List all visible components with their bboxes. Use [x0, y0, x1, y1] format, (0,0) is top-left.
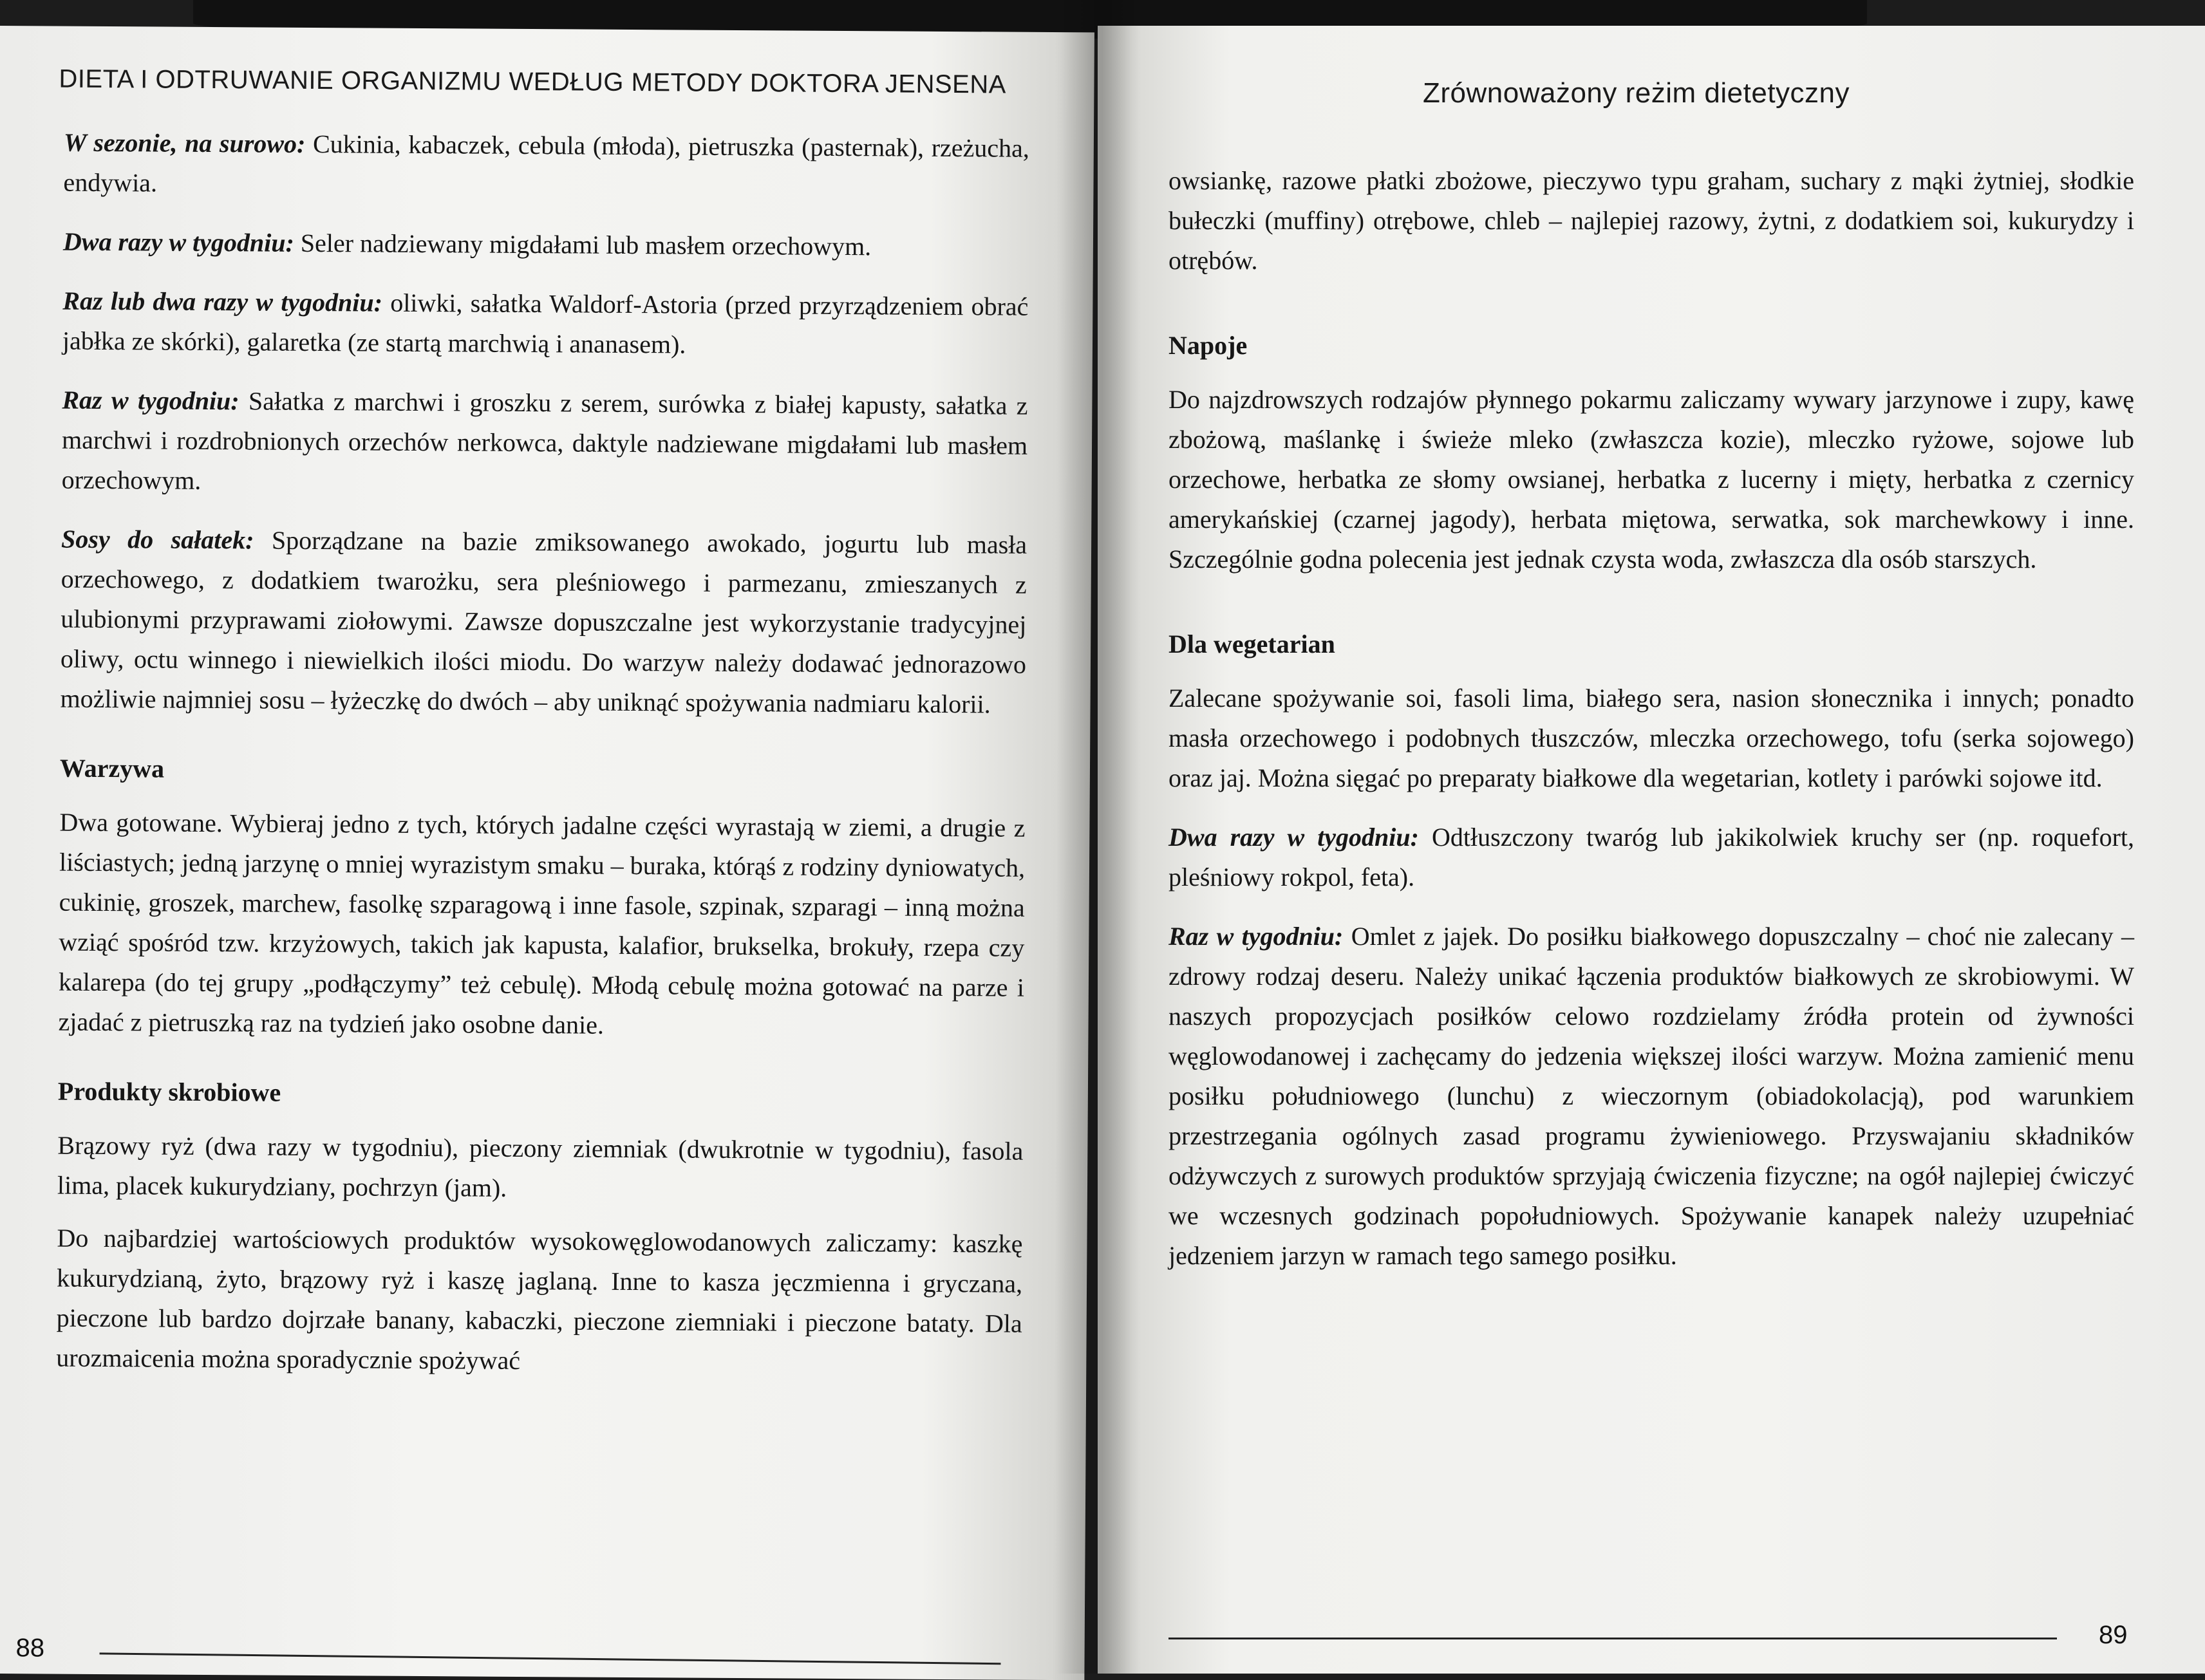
- paragraph-text: Omlet z jajek. Do posiłku białkowego dopuszczalny – choć nie zalecany – zdrowy rodzaj deseru. Należy unikać łączenia produktów białkowych ze skrobiowymi. W naszych propozycjach posiłków celowo rozdzielamy źródła protein od żywności węglowodanowej i zachęcamy do jedzenia większej ilości warzyw. Można zamienić menu posiłku południowego (lunchu) z wieczornym (obiadokolacją), pod warunkiem przestrzegania ogólnych zasad programu żywieniowego. Przyswajaniu składników odżywczych z surowych produktów sprzyjają ćwiczenia fizyczne; na ogół najlepiej ćwiczyć we wczesnych godzinach popołudniowych. Spożywanie kanapek należy uzupełniać jedzeniem jarzyn w ramach tego samego posiłku.: [1168, 922, 2134, 1270]
- section-text-napoje: Do najzdrowszych rodzajów płynnego pokarmu zaliczamy wywary jarzynowe i zupy, kawę zbożową, maślankę i świeże mleko (zwłaszcza kozie), mleczko ryżowe, sojowe lub orzechowe, herbatka ze słomy owsianej, herbatka z lucerny i mięty, herbatka z czernicy amerykańskiej (czarnej jagody), herbata miętowa, serwatka, sok marchewkowy i inne. Szczególnie godna polecenia jest jednak czysta woda, zwłaszcza dla osób starszych.: [1168, 385, 2134, 574]
- left-running-head: DIETA I ODTRUWANIE ORGANIZMU WEDŁUG METODY DOKTORA JENSENA: [59, 64, 1006, 99]
- paragraph-text: Sporządzane na bazie zmiksowanego awokado, jogurtu lub masła orzechowego, z dodatkiem twarożku, sera pleśniowego i parmezanu, zmieszanych z ulubionymi przyprawami ziołowymi. Zawsze dopuszczalne jest wykorzystanie tradycyjnej oliwy, octu winnego i niewielkich ilości miodu. Do warzyw należy dodawać jednorazowo możliwie najmniej sosu – łyżeczkę do dwóch – aby uniknąć spożywania nadmiaru kalorii.: [60, 525, 1027, 719]
- paragraph-text: oliwki, sałatka Waldorf-Astoria (przed przyrządzeniem obrać jabłka ze skórki), galaretka (ze startą marchwią i ananasem).: [62, 288, 1029, 359]
- paragraph-lead: Sosy do sałatek:: [61, 524, 254, 555]
- paragraph-lead: Dwa razy w tygodniu:: [62, 227, 295, 257]
- section-text-skrobiowe-1: Brązowy ryż (dwa razy w tygodniu), pieczony ziemniak (dwukrotnie w tygodniu), fasola lima, placek kukurydziany, pochrzyn (jam).: [57, 1130, 1024, 1202]
- right-running-head: Zrównoważony reżim dietetyczny: [1423, 77, 1850, 109]
- section-text-warzywa: Dwa gotowane. Wybieraj jedno z tych, których jadalne części wyrastają w ziemi, a drugie z liściastych; jedną jarzynę o mniej wyrazistym smaku – buraka, którąś z rodziny dyniowatych, cukinię, groszek, marchew, fasolkę szparagową i inne fasole, szpinak, szparagi – inną można wziąć spośród tzw. krzyżowych, takich jak kapusta, kalafior, brukselka, brokuły, rzepa czy kalarepa (do tej grupy „podłączymy” też cebulę). Młodą cebulę można gotować na parze i zjadać z pietruszką raz na tydzień jako osobne danie.: [58, 807, 1026, 1040]
- paragraph: [62, 380, 1028, 506]
- section-text-wegetarian: Zalecane spożywanie soi, fasoli lima, białego sera, nasion słonecznika i innych; ponadto masła orzechowego i podobnych tłuszczów, mleczka orzechowego, tofu (serka sojowego) oraz jaj. Można sięgać po preparaty białkowe dla wegetarian, kotlety i parówki sojowe itd.: [1168, 684, 2134, 792]
- paragraph-lead: Raz w tygodniu:: [1168, 922, 1344, 951]
- paragraph-text: Cukinia, kabaczek, cebula (młoda), pietruszka (pasternak), rzeżucha, endywia.: [63, 129, 1030, 198]
- section-text-skrobiowe-2: Do najbardziej wartościowych produktów wysokowęglowodanowych zaliczamy: kaszkę kukurydzianą, żyto, brązowy ryż i kaszę jaglaną. Inne to kasza jęczmienna i gryczana, pieczone lub bardzo dojrzałe banany, kabaczki, pieczone ziemniaki i pieczone bataty. Dla urozmaicenia można sporadycznie spożywać: [56, 1223, 1023, 1375]
- paragraph-text: Odtłuszczony twaróg lub jakikolwiek kruchy ser (np. roquefort, pleśniowy rokpol, feta).: [1168, 823, 2134, 891]
- paragraph: [62, 281, 1029, 367]
- paragraph: [60, 519, 1027, 725]
- footer-rule: [1168, 1638, 2057, 1639]
- paragraph-text: Sałatka z marchwi i groszku z serem, surówka z białej kapusty, sałatka z marchwi i rozdrobnionych orzechów nerkowca, daktyle nadziewane migdałami lub masłem orzechowym.: [61, 386, 1028, 495]
- paragraph: [63, 123, 1029, 209]
- footer-rule: [100, 1652, 1001, 1665]
- section-heading-wegetarian: Dla wegetarian: [1168, 630, 1335, 658]
- page-number-left: 88: [15, 1634, 45, 1663]
- right-text-block: [1168, 161, 2134, 1295]
- paragraph-lead: Dwa razy w tygodniu:: [1168, 823, 1419, 852]
- paragraph: [1168, 817, 2134, 897]
- book-spine: [1056, 0, 1140, 1674]
- left-page: [0, 26, 1094, 1680]
- paragraph-lead: Raz lub dwa razy w tygodniu:: [62, 286, 383, 317]
- right-page: [1098, 26, 2205, 1674]
- paragraph-lead: Raz w tygodniu:: [62, 385, 239, 416]
- section-heading-warzywa: Warzywa: [59, 753, 165, 783]
- section-heading-skrobiowe: Produkty skrobiowe: [57, 1076, 281, 1107]
- paragraph-lead: W sezonie, na surowo:: [63, 127, 306, 158]
- continuation-text: owsiankę, razowe płatki zbożowe, pieczywo typu graham, suchary z mąki żytniej, słodkie bułeczki (muffiny) otrębowe, chleb – najlepiej razowy, żytni, z dodatkiem soi, kukurydzy i otrębów.: [1168, 166, 2134, 275]
- left-text-block: [56, 123, 1029, 1403]
- paragraph: [1168, 917, 2134, 1276]
- paragraph-text: Seler nadziewany migdałami lub masłem orzechowym.: [294, 228, 872, 261]
- paragraph: [63, 222, 1029, 268]
- page-number-right: 89: [2099, 1621, 2128, 1649]
- section-heading-napoje: Napoje: [1168, 331, 1248, 360]
